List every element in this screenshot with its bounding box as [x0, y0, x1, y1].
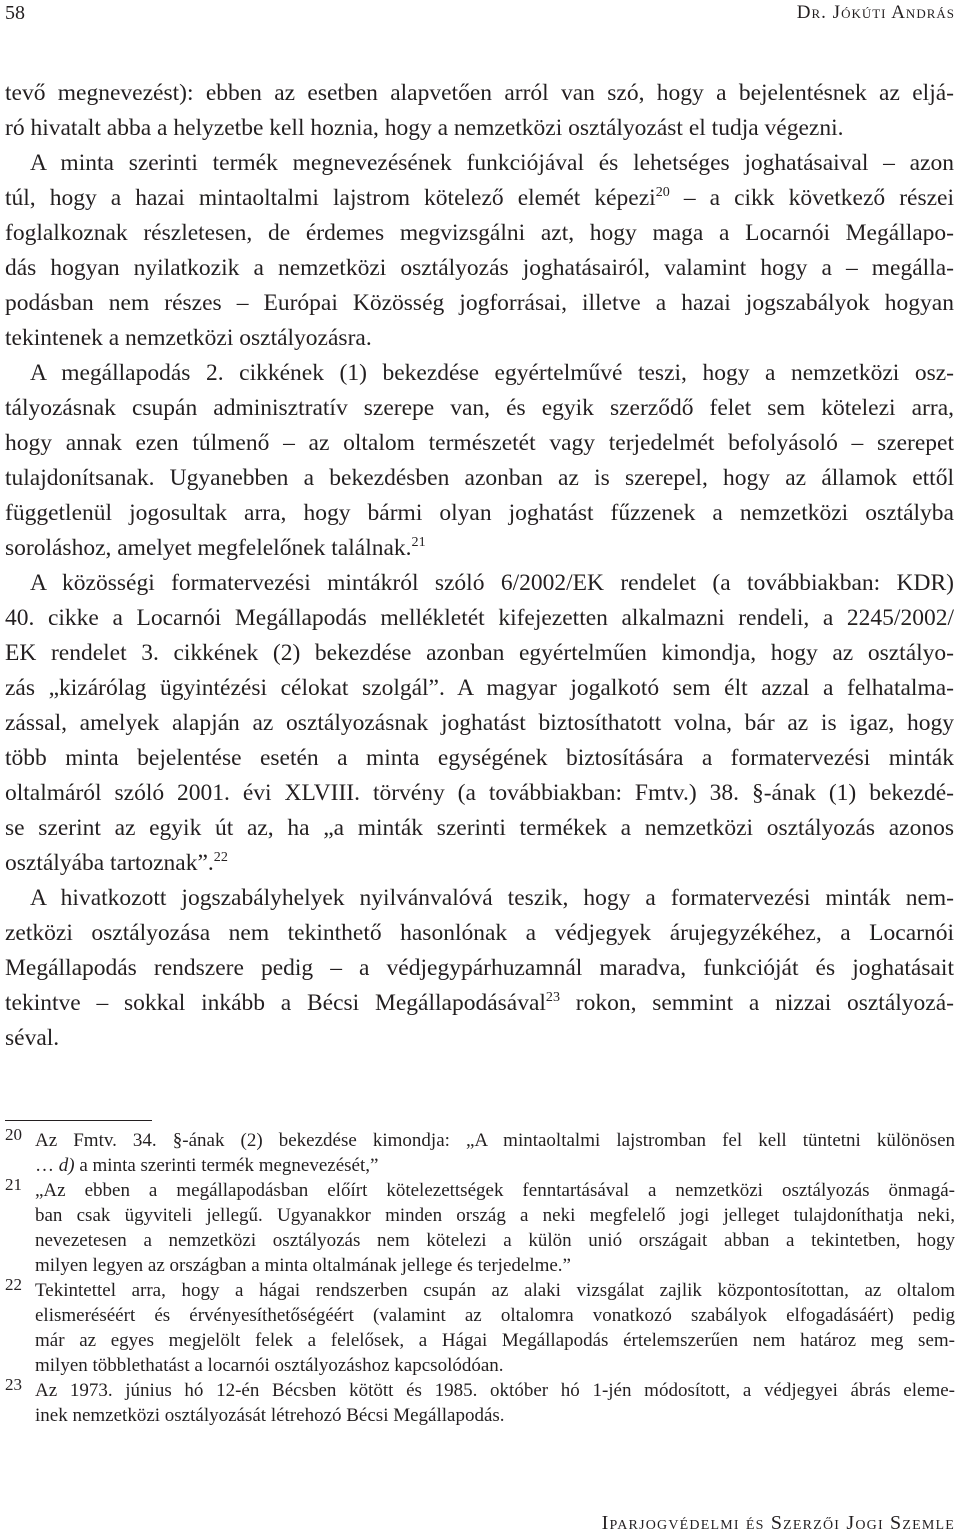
body-line: séval. [5, 1025, 60, 1051]
footnote-line: „Az ebben a megállapodásban előírt kötelezettségek fenntartásával a nemzetközi osztályozás önmagá- [35, 1179, 955, 1201]
footnote-line: Tekintettel arra, hogy a hágai rendszerben csupán az alaki vizsgálat zajlik központosítottan, az oltalom [35, 1279, 955, 1301]
body-line: függetlenül jogosultak arra, hogy bármi olyan joghatást fűzzenek a nemzetközi osztályba [5, 500, 954, 526]
paragraph [5, 356, 954, 566]
line-text: osztályába tartoznak”. [5, 850, 214, 876]
footnote [5, 1374, 955, 1428]
footnote-line: Az 1973. június hó 12-én Bécsben kötött és 1985. október hó 1-jén módosított, a védjegyei ábrás eleme- [35, 1379, 955, 1401]
footnote-line: inek nemzetközi osztályozását létrehozó Bécsi Megállapodás. [35, 1404, 505, 1426]
line-text: soroláshoz, amelyet megfelelőnek találnak. [5, 535, 412, 561]
italic-text: d) [58, 1154, 75, 1176]
body-line: tulajdonítsanak. Ugyanebben a bekezdésben azonban az is szerepel, hogy az államok ettől [5, 465, 954, 491]
line-text: – a cikk következő részei [669, 185, 954, 211]
footnote-line: elismeréséért és érvényesíthetőségéért (valamint az oltalomra vonatkozó szabályok elfogadásáért) pedig [35, 1304, 955, 1326]
footnote-ref: 22 [213, 849, 228, 866]
footnote-number: 23 [5, 1374, 22, 1394]
line-text: a minta szerinti termék megnevezését,” [74, 1154, 379, 1176]
running-head-author: Dr. Jókúti András [796, 2, 955, 23]
line-text: rokon, semmint a nizzai osztályozá- [560, 990, 954, 1016]
footnote-line: nevezetesen a nemzetközi osztályozás nem kötelezi a külön unió országait abban a tekintetben, hogy [35, 1229, 955, 1251]
paragraph [5, 146, 954, 356]
body-line: A megállapodás 2. cikkének (1) bekezdése egyértelművé teszi, hogy a nemzetközi osz- [30, 360, 954, 386]
body-line [5, 181, 954, 216]
body-line: hogy annak ezen túlmenő – az oltalom természetét vagy terjedelmét befolyásoló – szerepet [5, 430, 954, 456]
footnote [5, 1124, 955, 1178]
footnote-line: milyen többlethatást a locarnói osztályozáshoz kapcsolódóan. [35, 1354, 504, 1376]
body-line: zással, amelyek alapján az osztályozásnak joghatást biztosíthatott volna, bár az is igaz, hogy [5, 710, 954, 736]
body-line: A hivatkozott jogszabályhelyek nyilvánvalóvá teszik, hogy a formatervezési minták nem- [30, 885, 954, 911]
body-line: A minta szerinti termék megnevezésének funkciójával és lehetséges joghatásaival – azon [30, 150, 954, 176]
body-line: 40. cikke a Locarnói Megállapodás mellékletét kifejezetten alkalmazni rendeli, a 2245/2002/ [5, 605, 954, 631]
footnote [5, 1274, 955, 1378]
paragraph [5, 881, 954, 1056]
footnote-number: 22 [5, 1274, 22, 1294]
line-text: … [35, 1154, 59, 1176]
body-line: tekintenek a nemzetközi osztályozásra. [5, 325, 372, 351]
body-line: Megállapodás rendszere pedig – a védjegypárhuzamnál maradva, funkcióját és joghatásait [5, 955, 954, 981]
footnote-ref: 21 [411, 534, 426, 551]
paragraph [5, 76, 954, 146]
footnote-line: Az Fmtv. 34. §-ának (2) bekezdése kimondja: „A mintaoltalmi lajstromban fel kell tüntetni különösen [35, 1129, 955, 1151]
footnote-line: ban csak ügyviteli jellegű. Ugyanakkor minden ország a neki megfelelő jogi jelleget tulajdoníthatja neki, [35, 1204, 955, 1226]
body-line: tályozásnak csupán adminisztratív szerepe van, és egyik szerződő felet sem kötelezi arra, [5, 395, 954, 421]
body-line: se szerint az egyik út az, ha „a minták szerinti termékek a nemzetközi osztályozás azonos [5, 815, 954, 841]
body-line: podásban nem részes – Európai Közösség jogforrásai, illetve a hazai jogszabályok hogyan [5, 290, 954, 316]
paragraph [5, 566, 954, 881]
footnote-number: 21 [5, 1174, 22, 1194]
footnote-number: 20 [5, 1124, 22, 1144]
page-number: 58 [5, 2, 25, 24]
footnote-rule [5, 1120, 152, 1121]
footnote-line: már az egyes megjelölt felek a felelősek, a Hágai Megállapodás értelemszerűen nem határoz meg sem- [35, 1329, 955, 1351]
body-text [5, 76, 954, 1056]
body-line: foglalkoznak részletesen, de érdemes megvizsgálni azt, hogy maga a Locarnói Megállapo- [5, 220, 954, 246]
body-line: dás hogyan nyilatkozik a nemzetközi osztályozás joghatásairól, valamint hogy a – megálla- [5, 255, 954, 281]
footnote-ref: 20 [655, 184, 670, 201]
body-line [5, 531, 954, 566]
footnote [5, 1174, 955, 1278]
body-line: oltalmáról szóló 2001. évi XLVIII. törvény (a továbbiakban: Fmtv.) 38. §-ának (1) bekezdé- [5, 780, 954, 806]
body-line: EK rendelet 3. cikkének (2) bekezdése azonban egyértelműen kimondja, hogy az osztályo- [5, 640, 954, 666]
body-line [5, 986, 954, 1021]
journal-title: Iparjogvédelmi és Szerzői Jogi Szemle [601, 1512, 955, 1534]
footnotes [5, 1124, 955, 1428]
body-line: zás „kizárólag ügyintézési célokat szolgál”. A magyar jogalkotó sem élt azzal a felhatalma- [5, 675, 954, 701]
body-line: ró hivatalt abba a helyzetbe kell hoznia, hogy a nemzetközi osztályozást el tudja végezni. [5, 115, 844, 141]
line-text: túl, hogy a hazai mintaoltalmi lajstrom kötelező elemét képezi [5, 185, 656, 211]
body-line: több minta bejelentése esetén a minta egységének biztosítására a formatervezési minták [5, 745, 954, 771]
line-text: tekintve – sokkal inkább a Bécsi Megállapodásával [5, 990, 546, 1016]
body-line: A közösségi formatervezési mintákról szóló 6/2002/EK rendelet (a továbbiakban: KDR) [30, 570, 954, 596]
footnote-line: milyen legyen az országban a minta oltalmának jellege és terjedelme.” [35, 1254, 571, 1276]
footnote-ref: 23 [545, 989, 561, 1006]
footnote-line [35, 1153, 955, 1178]
body-line: zetközi osztályozása nem tekinthető hasonlónak a védjegyek árujegyzékéhez, a Locarnói [5, 920, 954, 946]
body-line: tevő megnevezést): ebben az esetben alapvetően arról van szó, hogy a bejelentésnek az eljá- [5, 80, 954, 106]
body-line [5, 846, 954, 881]
